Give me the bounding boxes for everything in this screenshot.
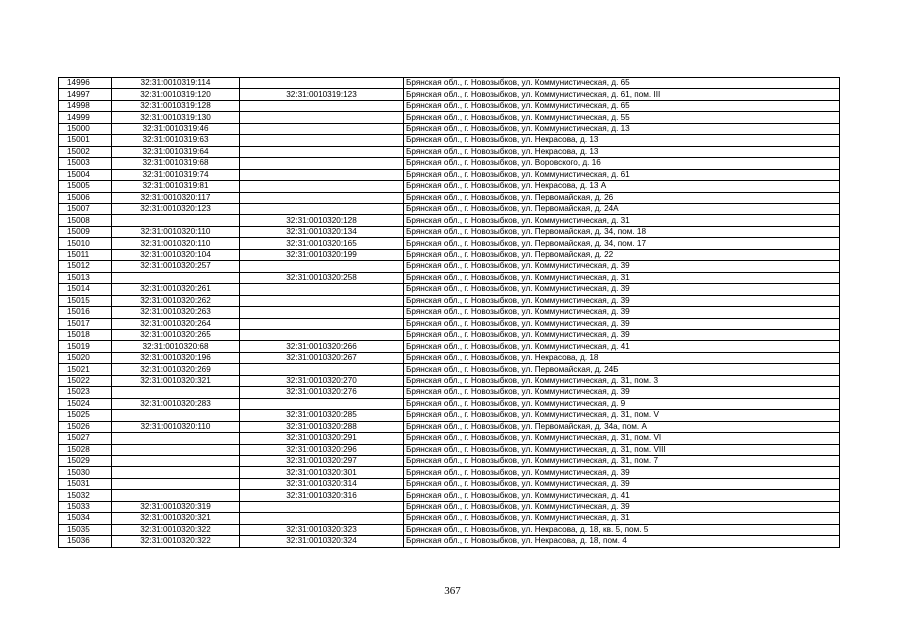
record-number-cell: 14998 [59,100,112,111]
table-row [59,295,840,306]
cadastral-number-cell: 32:31:0010320:321 [112,375,240,386]
address-cell: Брянская обл., г. Новозыбков, ул. Коммунистическая, д. 39 [404,295,840,306]
table-row [59,158,840,169]
cadastral-number-cell [112,478,240,489]
cadastral-number-cell: 32:31:0010320:265 [112,329,240,340]
related-cadastral-number-cell: 32:31:0010320:267 [240,352,404,363]
record-number-cell: 15006 [59,192,112,203]
cadastral-number-cell: 32:31:0010320:262 [112,295,240,306]
table-row [59,341,840,352]
related-cadastral-number-cell: 32:31:0010320:276 [240,387,404,398]
record-number-cell: 15008 [59,215,112,226]
related-cadastral-number-cell: 32:31:0010320:128 [240,215,404,226]
related-cadastral-number-cell: 32:31:0010320:324 [240,536,404,547]
cadastral-number-cell: 32:31:0010320:123 [112,203,240,214]
cadastral-number-cell: 32:31:0010320:257 [112,261,240,272]
related-cadastral-number-cell [240,192,404,203]
cadastral-number-cell: 32:31:0010320:269 [112,364,240,375]
cadastral-number-cell: 32:31:0010320:319 [112,501,240,512]
table-row [59,249,840,260]
related-cadastral-number-cell [240,307,404,318]
record-number-cell: 15019 [59,341,112,352]
related-cadastral-number-cell: 32:31:0010320:323 [240,524,404,535]
related-cadastral-number-cell [240,169,404,180]
record-number-cell: 15021 [59,364,112,375]
record-number-cell: 15007 [59,203,112,214]
record-number-cell: 14999 [59,112,112,123]
record-number-cell: 15025 [59,410,112,421]
related-cadastral-number-cell: 32:31:0010320:165 [240,238,404,249]
related-cadastral-number-cell: 32:31:0010320:316 [240,490,404,501]
address-cell: Брянская обл., г. Новозыбков, ул. Коммунистическая, д. 31 [404,272,840,283]
table-row [59,513,840,524]
related-cadastral-number-cell [240,329,404,340]
cadastral-number-cell: 32:31:0010320:322 [112,536,240,547]
table-row [59,375,840,386]
address-cell: Брянская обл., г. Новозыбков, ул. Коммунистическая, д. 39 [404,307,840,318]
related-cadastral-number-cell: 32:31:0010320:291 [240,433,404,444]
record-number-cell: 15034 [59,513,112,524]
record-number-cell: 15013 [59,272,112,283]
registry-table [58,77,840,548]
address-cell: Брянская обл., г. Новозыбков, ул. Коммунистическая, д. 55 [404,112,840,123]
record-number-cell: 15016 [59,307,112,318]
table-row [59,146,840,157]
related-cadastral-number-cell [240,146,404,157]
cadastral-number-cell: 32:31:0010320:68 [112,341,240,352]
address-cell: Брянская обл., г. Новозыбков, ул. Коммунистическая, д. 41 [404,341,840,352]
table-row [59,478,840,489]
address-cell: Брянская обл., г. Новозыбков, ул. Коммунистическая, д. 65 [404,100,840,111]
table-row [59,307,840,318]
table-row [59,421,840,432]
table-row [59,78,840,89]
cadastral-number-cell: 32:31:0010320:117 [112,192,240,203]
address-cell: Брянская обл., г. Новозыбков, ул. Коммунистическая, д. 39 [404,329,840,340]
address-cell: Брянская обл., г. Новозыбков, ул. Коммунистическая, д. 39 [404,261,840,272]
address-cell: Брянская обл., г. Новозыбков, ул. Некрасова, д. 18 [404,352,840,363]
table-row [59,329,840,340]
cadastral-number-cell [112,455,240,466]
table-row [59,89,840,100]
table-row [59,100,840,111]
table-row [59,455,840,466]
address-cell: Брянская обл., г. Новозыбков, ул. Коммунистическая, д. 61, пом. III [404,89,840,100]
related-cadastral-number-cell [240,513,404,524]
table-row [59,181,840,192]
related-cadastral-number-cell: 32:31:0010320:296 [240,444,404,455]
related-cadastral-number-cell [240,135,404,146]
related-cadastral-number-cell [240,398,404,409]
table-row [59,123,840,134]
address-cell: Брянская обл., г. Новозыбков, ул. Коммунистическая, д. 39 [404,478,840,489]
related-cadastral-number-cell [240,501,404,512]
cadastral-number-cell: 32:31:0010320:110 [112,421,240,432]
record-number-cell: 15001 [59,135,112,146]
table-row [59,410,840,421]
related-cadastral-number-cell [240,364,404,375]
table-row [59,467,840,478]
table-row [59,364,840,375]
address-cell: Брянская обл., г. Новозыбков, ул. Коммунистическая, д. 61 [404,169,840,180]
record-number-cell: 14996 [59,78,112,89]
related-cadastral-number-cell: 32:31:0010320:258 [240,272,404,283]
cadastral-number-cell: 32:31:0010320:104 [112,249,240,260]
address-cell: Брянская обл., г. Новозыбков, ул. Коммунистическая, д. 39 [404,501,840,512]
table-row [59,226,840,237]
table-row [59,490,840,501]
cadastral-number-cell: 32:31:0010320:321 [112,513,240,524]
cadastral-number-cell: 32:31:0010319:120 [112,89,240,100]
related-cadastral-number-cell [240,203,404,214]
record-number-cell: 15033 [59,501,112,512]
related-cadastral-number-cell: 32:31:0010320:301 [240,467,404,478]
address-cell: Брянская обл., г. Новозыбков, ул. Первомайская, д. 34, пом. 18 [404,226,840,237]
table-row [59,387,840,398]
cadastral-number-cell: 32:31:0010319:46 [112,123,240,134]
cadastral-number-cell [112,433,240,444]
cadastral-number-cell: 32:31:0010319:63 [112,135,240,146]
related-cadastral-number-cell: 32:31:0010320:266 [240,341,404,352]
address-cell: Брянская обл., г. Новозыбков, ул. Некрасова, д. 13 [404,135,840,146]
record-number-cell: 15017 [59,318,112,329]
record-number-cell: 15027 [59,433,112,444]
address-cell: Брянская обл., г. Новозыбков, ул. Первомайская, д. 26 [404,192,840,203]
record-number-cell: 15026 [59,421,112,432]
table-row [59,318,840,329]
table-row [59,284,840,295]
table-row [59,203,840,214]
address-cell: Брянская обл., г. Новозыбков, ул. Коммунистическая, д. 39 [404,387,840,398]
address-cell: Брянская обл., г. Новозыбков, ул. Первомайская, д. 24Б [404,364,840,375]
related-cadastral-number-cell [240,318,404,329]
address-cell: Брянская обл., г. Новозыбков, ул. Коммунистическая, д. 39 [404,284,840,295]
record-number-cell: 15032 [59,490,112,501]
address-cell: Брянская обл., г. Новозыбков, ул. Воровского, д. 16 [404,158,840,169]
related-cadastral-number-cell: 32:31:0010320:134 [240,226,404,237]
cadastral-number-cell: 32:31:0010320:283 [112,398,240,409]
cadastral-number-cell: 32:31:0010320:263 [112,307,240,318]
related-cadastral-number-cell [240,112,404,123]
related-cadastral-number-cell: 32:31:0010320:285 [240,410,404,421]
table-row [59,352,840,363]
address-cell: Брянская обл., г. Новозыбков, ул. Коммунистическая, д. 41 [404,490,840,501]
record-number-cell: 15031 [59,478,112,489]
address-cell: Брянская обл., г. Новозыбков, ул. Коммунистическая, д. 65 [404,78,840,89]
table-row [59,524,840,535]
cadastral-number-cell [112,272,240,283]
cadastral-number-cell [112,444,240,455]
related-cadastral-number-cell: 32:31:0010320:270 [240,375,404,386]
address-cell: Брянская обл., г. Новозыбков, ул. Некрасова, д. 18, пом. 4 [404,536,840,547]
record-number-cell: 15002 [59,146,112,157]
address-cell: Брянская обл., г. Новозыбков, ул. Первомайская, д. 34а, пом. А [404,421,840,432]
related-cadastral-number-cell: 32:31:0010320:297 [240,455,404,466]
record-number-cell: 15011 [59,249,112,260]
table-row [59,536,840,547]
table-row [59,135,840,146]
address-cell: Брянская обл., г. Новозыбков, ул. Коммунистическая, д. 31, пом. 7 [404,455,840,466]
related-cadastral-number-cell: 32:31:0010320:288 [240,421,404,432]
address-cell: Брянская обл., г. Новозыбков, ул. Первомайская, д. 22 [404,249,840,260]
cadastral-number-cell: 32:31:0010320:110 [112,226,240,237]
cadastral-number-cell: 32:31:0010319:74 [112,169,240,180]
record-number-cell: 15036 [59,536,112,547]
table-row [59,169,840,180]
related-cadastral-number-cell [240,261,404,272]
table-row [59,272,840,283]
cadastral-number-cell [112,410,240,421]
related-cadastral-number-cell [240,100,404,111]
related-cadastral-number-cell [240,78,404,89]
address-cell: Брянская обл., г. Новозыбков, ул. Коммунистическая, д. 31, пом. V [404,410,840,421]
cadastral-number-cell: 32:31:0010319:114 [112,78,240,89]
table-row [59,192,840,203]
address-cell: Брянская обл., г. Новозыбков, ул. Некрасова, д. 13 [404,146,840,157]
table-row [59,444,840,455]
address-cell: Брянская обл., г. Новозыбков, ул. Коммунистическая, д. 31, пом. VIII [404,444,840,455]
record-number-cell: 15018 [59,329,112,340]
record-number-cell: 15035 [59,524,112,535]
cadastral-number-cell: 32:31:0010319:128 [112,100,240,111]
address-cell: Брянская обл., г. Новозыбков, ул. Коммунистическая, д. 31 [404,513,840,524]
record-number-cell: 14997 [59,89,112,100]
address-cell: Брянская обл., г. Новозыбков, ул. Некрасова, д. 13 А [404,181,840,192]
cadastral-number-cell: 32:31:0010320:110 [112,238,240,249]
record-number-cell: 15012 [59,261,112,272]
related-cadastral-number-cell: 32:31:0010319:123 [240,89,404,100]
related-cadastral-number-cell: 32:31:0010320:314 [240,478,404,489]
record-number-cell: 15024 [59,398,112,409]
address-cell: Брянская обл., г. Новозыбков, ул. Коммунистическая, д. 31, пом. 3 [404,375,840,386]
record-number-cell: 15003 [59,158,112,169]
record-number-cell: 15009 [59,226,112,237]
record-number-cell: 15022 [59,375,112,386]
cadastral-number-cell: 32:31:0010319:64 [112,146,240,157]
address-cell: Брянская обл., г. Новозыбков, ул. Некрасова, д. 18, кв. 5, пом. 5 [404,524,840,535]
record-number-cell: 15029 [59,455,112,466]
address-cell: Брянская обл., г. Новозыбков, ул. Коммунистическая, д. 39 [404,467,840,478]
address-cell: Брянская обл., г. Новозыбков, ул. Первомайская, д. 34, пом. 17 [404,238,840,249]
cadastral-number-cell [112,467,240,478]
record-number-cell: 15010 [59,238,112,249]
table-row [59,398,840,409]
cadastral-number-cell: 32:31:0010320:264 [112,318,240,329]
cadastral-number-cell [112,387,240,398]
table-row [59,215,840,226]
cadastral-number-cell [112,490,240,501]
address-cell: Брянская обл., г. Новозыбков, ул. Коммунистическая, д. 39 [404,318,840,329]
record-number-cell: 15004 [59,169,112,180]
cadastral-number-cell: 32:31:0010320:196 [112,352,240,363]
record-number-cell: 15030 [59,467,112,478]
record-number-cell: 15005 [59,181,112,192]
related-cadastral-number-cell [240,181,404,192]
page-number: 367 [444,585,461,597]
cadastral-number-cell: 32:31:0010320:322 [112,524,240,535]
record-number-cell: 15015 [59,295,112,306]
address-cell: Брянская обл., г. Новозыбков, ул. Коммунистическая, д. 31, пом. VI [404,433,840,444]
cadastral-number-cell [112,215,240,226]
address-cell: Брянская обл., г. Новозыбков, ул. Коммунистическая, д. 31 [404,215,840,226]
table-row [59,501,840,512]
record-number-cell: 15000 [59,123,112,134]
address-cell: Брянская обл., г. Новозыбков, ул. Коммунистическая, д. 9 [404,398,840,409]
cadastral-number-cell: 32:31:0010319:81 [112,181,240,192]
cadastral-number-cell: 32:31:0010319:130 [112,112,240,123]
table-row [59,261,840,272]
table-row [59,433,840,444]
address-cell: Брянская обл., г. Новозыбков, ул. Коммунистическая, д. 13 [404,123,840,134]
record-number-cell: 15020 [59,352,112,363]
cadastral-number-cell: 32:31:0010319:68 [112,158,240,169]
cadastral-number-cell: 32:31:0010320:261 [112,284,240,295]
related-cadastral-number-cell [240,158,404,169]
related-cadastral-number-cell [240,295,404,306]
record-number-cell: 15023 [59,387,112,398]
related-cadastral-number-cell [240,284,404,295]
table-row [59,238,840,249]
related-cadastral-number-cell: 32:31:0010320:199 [240,249,404,260]
address-cell: Брянская обл., г. Новозыбков, ул. Первомайская, д. 24А [404,203,840,214]
registry-table-body [59,78,840,548]
record-number-cell: 15028 [59,444,112,455]
table-row [59,112,840,123]
record-number-cell: 15014 [59,284,112,295]
related-cadastral-number-cell [240,123,404,134]
